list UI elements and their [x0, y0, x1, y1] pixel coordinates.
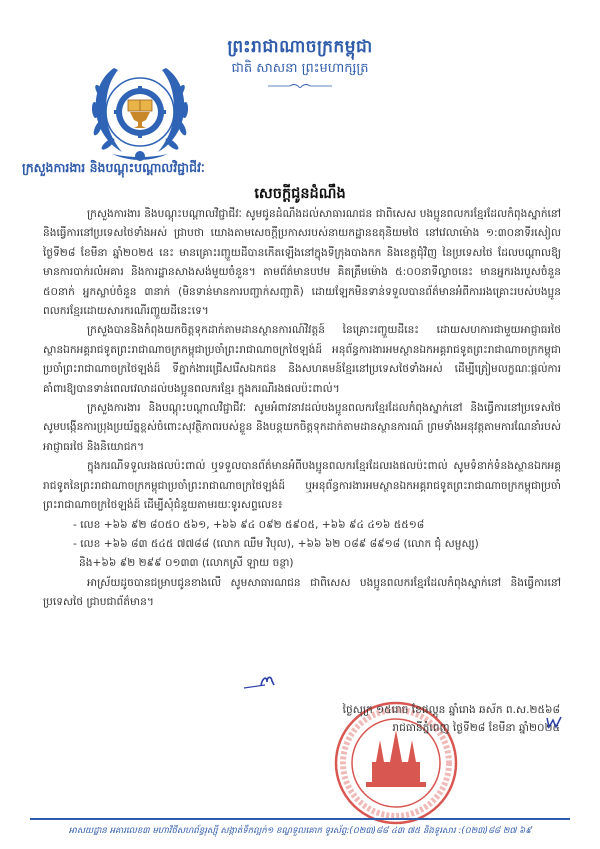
ministry-emblem-icon [84, 62, 196, 166]
paragraph-2: ក្រសួងបាននិងកំពុងយកចិត្តទុកដាក់តាមដានស្ថានការណ៍វិវត្តន៍ នៃគ្រោះរញ្ជួយដីនេះ ដោយសហការជាមួយអាជ្ញាធរថៃ ស្ថានឯកអគ្គរាជទូតព្រះរាជាណាចក្រកម្ពុជាប្រចាំព្រះរាជាណាចក្រថៃឡង់ដ៍ អនុព័ន្ធការងារអមស្ថានឯកអគ្គរាជទូតព្រះរាជាណាចក្រកម្ពុជាប្រចាំព្រះរាជាណាចក្រថៃឡង់ដ៍ ទីភ្នាក់ងារជ្រើសរើសឯកជន និងសហគមន៍ខ្មែរនៅប្រទេសថៃទាំងអស់ ដើម្បីត្រៀមលក្ខណៈផ្តល់ការគាំពារឱ្យបានទាន់ពេលវេលាដល់បងប្អូនពលករខ្មែរ ក្នុងករណីរងផលប៉ះពាល់។ [43, 324, 561, 395]
document-body [43, 205, 561, 613]
contact-line: - លេខ +៦៦ ៨៣ ៥៤៥ ៧៧៨៨ (លោក ឈឹម វិបុល), +៦៦ ៦២ ០៨៩ ៨៩១៨ (លោក ជុំ សម្ផស្ស) [73, 537, 479, 550]
footer-address: អាសយដ្ឋាន អគារលេខ៣ មហាវិថីសហព័ន្ធរុស្ស៊ី សង្កាត់ទឹកល្អក់១ ខណ្ឌទួលគោក ទូរស័ព្ទ:(០២៣)៨៨ ៤៣ ៧៥ និងទូរសារ :(០២៣)៨៨ ២៧ ៦៩ [68, 826, 532, 836]
place-and-date: រាជធានីភ្នំពេញ ថ្ងៃទី២៨ ខែមីនា ឆ្នាំ២០២៥ [392, 722, 560, 734]
handwritten-initials-icon [243, 673, 277, 689]
contact-list [43, 516, 561, 574]
closing-paragraph: អាស្រ័យដូចបានជម្រាបជូនខាងលើ សូមសាធារណជន ជាពិសេស បងប្អូនពលករខ្មែរដែលកំពុងស្នាក់នៅ និងធ្វើការនៅប្រទេសថៃ ជ្រាបជាព័ត៌មាន។ [43, 576, 561, 609]
handwritten-initials-icon [545, 715, 563, 729]
national-motto: ជាតិ សាសនា ព្រះមហាក្សត្រ [231, 61, 369, 76]
contact-line: - លេខ +៦៦ ៩២ ៨០៥០ ៥៦១, +៦៦ ៩៤ ០៩២ ៥៩០៥, +៦៦ ៩៤ ៤១៦ ៥៥១៨ [73, 518, 425, 531]
ministry-name: ក្រសួងការងារ និងបណ្តុះបណ្តាលវិជ្ជាជីវៈ [22, 160, 205, 175]
kingdom-heading: ព្រះរាជាណាចក្រកម្ពុជា [227, 37, 373, 57]
paragraph-4: ក្នុងករណីទទួលរងផលប៉ះពាល់ ឬទទួលបានព័ត៌មានអំពីបងប្អូនពលករខ្មែរដែលរងផលប៉ះពាល់ សូមទំនាក់ទំនងស្ថានឯកអគ្គរាជទូតនៃព្រះរាជាណាចក្រកម្ពុជាប្រចាំព្រះរាជាណាចក្រថៃឡង់ដ៍ ឬអនុព័ន្ធការងារអមស្ថានឯកអគ្គរាជទូតព្រះរាជាណាចក្រកម្ពុជាប្រចាំព្រះរាជាណាចក្រថៃឡង់ដ៍ ដើម្បីសុំជំនួយតាមរយៈទូរសព្ទលេខ៖ [43, 460, 561, 512]
footer-divider [30, 818, 570, 820]
contact-line: និង+៦៦ ៩២ ២៩៩ ០១៣៣ (លោកស្រី ឡាយ ចន្ថា) [79, 557, 294, 570]
divider-ornament-icon [268, 83, 332, 89]
paragraph-1: ក្រសួងការងារ និងបណ្តុះបណ្តាលវិជ្ជាជីវៈ សូមជូនដំណឹងដល់សាធារណជន ជាពិសេស បងប្អូនពលករខ្មែរដែលកំពុងស្នាក់នៅ និងធ្វើការនៅប្រទេសថៃទាំងអស់ ជ្រាបថា យោងតាមសេចក្តីប្រកាសរបស់នាយកដ្ឋានឧតុនិយមថៃ នៅវេលាម៉ោង ១:៣០នាទីរសៀល ថ្ងៃទី២៨ ខែមីនា ឆ្នាំ២០២៥ នេះ មានគ្រោះរញ្ជួយដីបានកើតឡើងនៅក្នុងទីក្រុងបាងកក និងខេត្តជុំវិញ នៃប្រទេសថៃ ដែលបណ្តាលឱ្យមានការបាក់រលំអគារ និងការដ្ឋានសាងសង់មួយចំនួន។ តាមព័ត៌មានបឋម គិតត្រឹមម៉ោង ៥:០០នាទីល្ងាចនេះ មានអ្នករងរបួសចំនួន ៥០នាក់ អ្នកស្លាប់ចំនួន ៣នាក់ (មិនទាន់មានការបញ្ជាក់សញ្ជាតិ) ដោយឡែកមិនទាន់ទទួលបានព័ត៌មានអំពីការរងគ្រោះរបស់បងប្អូនពលករខ្មែរដោយសារករណីរញ្ជួយដីនេះទេ។ [43, 208, 561, 318]
document-title: សេចក្តីជូនដំណឹង [254, 186, 346, 202]
signature-block [300, 701, 560, 737]
paragraph-3: ក្រសួងការងារ និងបណ្តុះបណ្តាលវិជ្ជាជីវៈ សូមអំពាវនាវដល់បងប្អូនពលករខ្មែរដែលកំពុងស្នាក់នៅ និងធ្វើការនៅប្រទេសថៃ សូមបង្កើនការប្រុងប្រយ័ត្នខ្ពស់ចំពោះសុវត្ថិភាពរបស់ខ្លួន និងបន្តយកចិត្តទុកដាក់តាមដានស្ថានការណ៍ ព្រមទាំងអនុវត្តតាមការណែនាំរបស់អាជ្ញាធរថៃ និងនិយោជក។ [43, 402, 561, 453]
lunar-date: ថ្ងៃសុក្រ ១៥រោច ខែផល្គុន ឆ្នាំរោង ឆស័ក ព.ស.២៥៦៨ [342, 704, 560, 716]
